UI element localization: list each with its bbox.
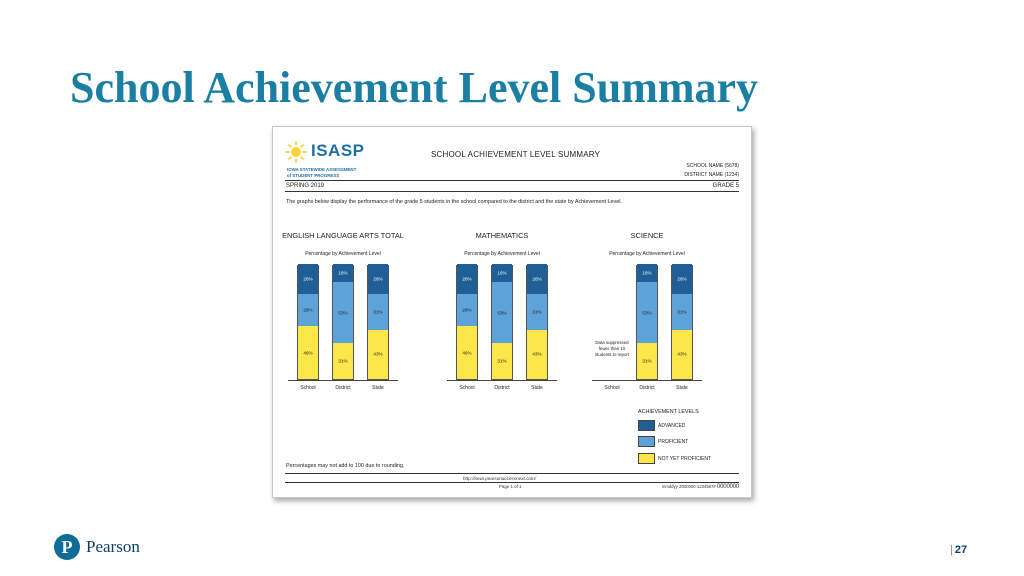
bar-segment bbox=[298, 264, 318, 294]
bar-segment bbox=[637, 343, 657, 379]
page-count: Page 1 of 1 bbox=[499, 484, 522, 489]
bar-value-label: 26% bbox=[532, 276, 542, 282]
bar-value-label: 31% bbox=[497, 358, 507, 364]
bar-segment bbox=[637, 264, 657, 282]
category-label: District bbox=[494, 385, 510, 391]
bar-value-label: 46% bbox=[462, 350, 472, 356]
chart-subtitle: Percentage by Achievement Level bbox=[305, 251, 381, 257]
legend-label: NOT YET PROFICIENT bbox=[658, 456, 712, 462]
category-label: State bbox=[676, 385, 688, 391]
stacked-bar bbox=[671, 265, 693, 380]
legend-label: ADVANCED bbox=[658, 423, 686, 429]
bar-value-label: 53% bbox=[497, 310, 507, 316]
bar-segment bbox=[368, 330, 388, 379]
pearson-wordmark: Pearson bbox=[86, 537, 140, 556]
legend-swatch bbox=[638, 436, 655, 447]
stacked-bar bbox=[332, 265, 354, 380]
school-name: SCHOOL NAME (5678) bbox=[686, 163, 739, 169]
category-label: State bbox=[531, 385, 543, 391]
bar-value-label: 16% bbox=[497, 270, 507, 276]
bar-value-label: 31% bbox=[338, 358, 348, 364]
category-label: District bbox=[335, 385, 351, 391]
bar-segment bbox=[457, 264, 477, 294]
bar-value-label: 16% bbox=[338, 270, 348, 276]
intro-text: The graphs below display the performance of the grade 5 students in the school compared to the district and the state by Achievement Level. bbox=[286, 199, 622, 205]
bar-value-label: 28% bbox=[462, 307, 472, 313]
chart-title: SCIENCE bbox=[630, 231, 664, 240]
bar-value-label: 53% bbox=[338, 310, 348, 316]
bar-value-label: 28% bbox=[303, 307, 313, 313]
category-label: District bbox=[639, 385, 655, 391]
bar-value-label: 53% bbox=[642, 310, 652, 316]
bar-segment bbox=[368, 264, 388, 294]
legend-title: ACHIEVEMENT LEVELS bbox=[638, 409, 699, 415]
stacked-bar bbox=[526, 265, 548, 380]
grade-label: GRADE 5 bbox=[712, 183, 739, 189]
category-label: State bbox=[372, 385, 384, 391]
bar-segment bbox=[672, 294, 692, 330]
category-label: School bbox=[604, 385, 620, 391]
chart-baseline bbox=[592, 380, 702, 381]
bar-value-label: 31% bbox=[642, 358, 652, 364]
chart-subtitle: Percentage by Achievement Level bbox=[464, 251, 540, 257]
bar-segment bbox=[492, 264, 512, 282]
bar-segment bbox=[457, 294, 477, 326]
bar-value-label: 26% bbox=[373, 276, 383, 282]
bar-segment bbox=[333, 264, 353, 282]
bar-value-label: 43% bbox=[532, 351, 542, 357]
chart-title: ENGLISH LANGUAGE ARTS TOTAL bbox=[282, 231, 404, 240]
bar-segment bbox=[492, 282, 512, 343]
stacked-bar bbox=[636, 265, 658, 380]
slide-number: | 27 bbox=[950, 544, 968, 556]
chart-baseline bbox=[288, 380, 398, 381]
chart-baseline bbox=[447, 380, 557, 381]
bar-value-label: 43% bbox=[677, 351, 687, 357]
chart-title: MATHEMATICS bbox=[475, 231, 529, 240]
bar-value-label: 16% bbox=[642, 270, 652, 276]
bar-value-label: 31% bbox=[532, 309, 542, 315]
bar-segment bbox=[672, 330, 692, 379]
bar-segment bbox=[298, 326, 318, 379]
category-label: School bbox=[300, 385, 316, 391]
bar-value-label: 26% bbox=[462, 276, 472, 282]
footer-divider-2 bbox=[285, 482, 739, 483]
legend-swatch bbox=[638, 420, 655, 431]
slide-title: School Achievement Level Summary bbox=[70, 63, 759, 112]
isasp-logo-subtitle: IOWA STATEWIDE ASSESSMENT of STUDENT PROGRESS bbox=[287, 167, 357, 178]
footer-divider bbox=[285, 473, 739, 474]
legend-item-proficient bbox=[638, 436, 748, 447]
bar-segment bbox=[368, 294, 388, 330]
district-name: DISTRICT NAME (1234) bbox=[684, 172, 739, 178]
legend-item-advanced bbox=[638, 420, 748, 431]
bar-value-label: 43% bbox=[373, 351, 383, 357]
rounding-footnote: Percentages may not add to 100 due to rounding. bbox=[286, 463, 405, 469]
suppressed-note: Data suppressed fewer than 10 students to report bbox=[594, 340, 630, 357]
report-url: http://iowa.pearsonaccessnext.com/ bbox=[463, 476, 537, 481]
bar-segment bbox=[492, 343, 512, 379]
pearson-p-icon: P bbox=[54, 534, 80, 560]
report-title: SCHOOL ACHIEVEMENT LEVEL SUMMARY bbox=[431, 150, 601, 159]
bar-value-label: 26% bbox=[677, 276, 687, 282]
bar-segment bbox=[527, 264, 547, 294]
subheader-divider bbox=[285, 191, 739, 192]
season-label: SPRING 2019 bbox=[286, 183, 325, 189]
stacked-bar bbox=[367, 265, 389, 380]
bar-segment bbox=[333, 282, 353, 343]
sun-logo-icon bbox=[285, 141, 307, 163]
chart-subtitle: Percentage by Achievement Level bbox=[609, 251, 685, 257]
legend-swatch bbox=[638, 453, 655, 464]
bar-segment bbox=[672, 264, 692, 294]
bar-segment bbox=[457, 326, 477, 379]
legend-label: PROFICIENT bbox=[658, 439, 689, 445]
bar-value-label: 46% bbox=[303, 350, 313, 356]
stacked-bar bbox=[456, 265, 478, 380]
report-image bbox=[272, 126, 752, 498]
bar-segment bbox=[527, 330, 547, 379]
bar-segment bbox=[637, 282, 657, 343]
footer-code: mmddyy-Z000000-1234567#-0000000 bbox=[661, 484, 739, 490]
bar-segment bbox=[333, 343, 353, 379]
legend-item-not-yet-proficient bbox=[638, 453, 748, 464]
bar-value-label: 26% bbox=[303, 276, 313, 282]
bar-value-label: 31% bbox=[373, 309, 383, 315]
pearson-logo bbox=[54, 534, 174, 560]
stacked-bar bbox=[297, 265, 319, 380]
bar-value-label: 31% bbox=[677, 309, 687, 315]
stacked-bar bbox=[491, 265, 513, 380]
bar-segment bbox=[298, 294, 318, 326]
category-label: School bbox=[459, 385, 475, 391]
bar-segment bbox=[527, 294, 547, 330]
header-divider bbox=[285, 180, 739, 181]
isasp-logo-text: ISASP bbox=[311, 141, 365, 160]
